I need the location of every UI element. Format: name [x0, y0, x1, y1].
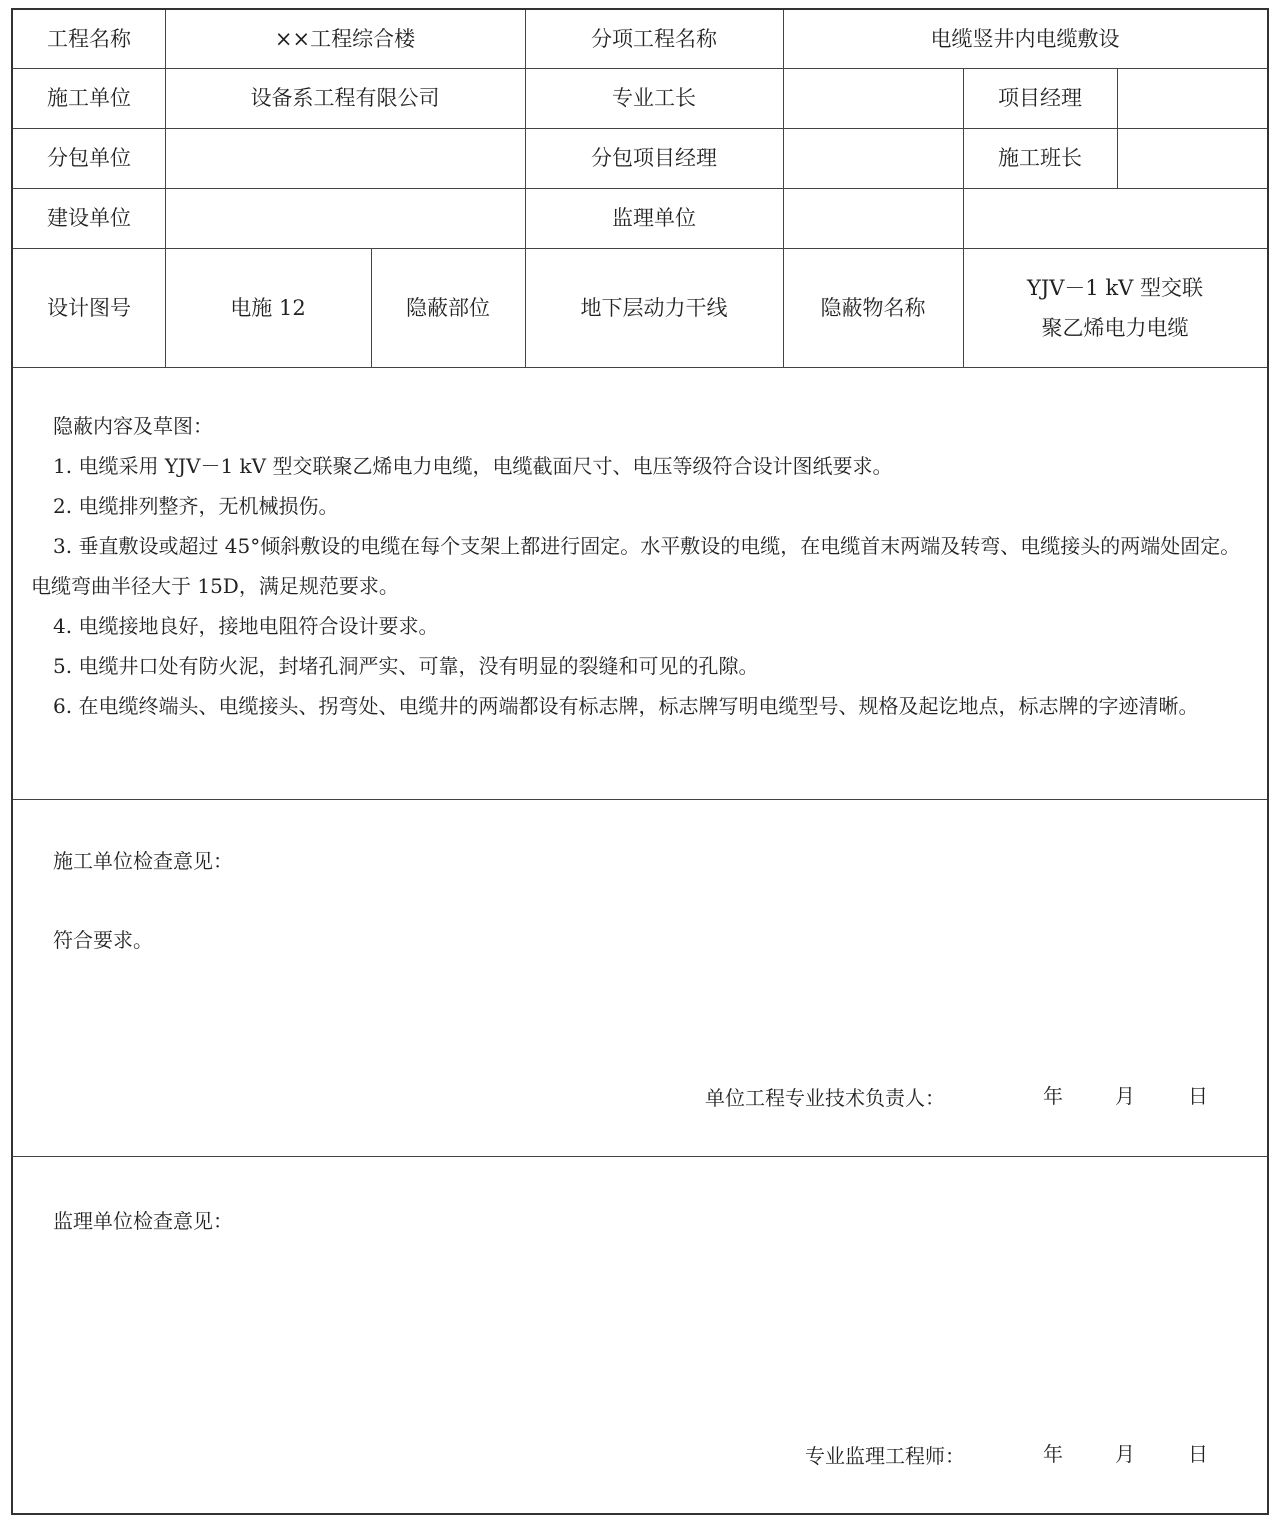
sub-manager-label: 分包项目经理 [591, 146, 717, 170]
supervision-month: 月 [1115, 1442, 1135, 1466]
construction-review-opinion: 符合要求。 [53, 928, 153, 952]
construction-unit-value: 设备系工程有限公司 [250, 86, 440, 110]
hidden-location-label: 隐蔽部位 [406, 295, 490, 320]
construction-signer-label: 单位工程专业技术负责人： [705, 1086, 945, 1110]
content-item: 3. 垂直敷设或超过 45°倾斜敷设的电缆在每个支架上都进行固定。水平敷设的电缆，在电缆首末两端及转弯、电缆接头的两端处固定。电缆弯曲半径大于 15D，满足规范要求。 [31, 534, 1241, 598]
owner-label: 建设单位 [47, 206, 131, 230]
hidden-object-value [963, 248, 1267, 367]
supervisor-value [783, 188, 1267, 248]
foreman-value [783, 68, 963, 128]
supervision-day: 日 [1188, 1442, 1208, 1466]
supervision-year: 年 [1043, 1442, 1063, 1466]
sub-manager-value [783, 128, 963, 188]
subitem-name-value: 电缆竖井内电缆敷设 [930, 27, 1120, 51]
drawing-number-label: 设计图号 [47, 295, 131, 320]
project-manager-label: 项目经理 [998, 86, 1082, 110]
subcontractor-value [165, 128, 525, 188]
hidden-content-list [31, 446, 1259, 726]
content-item: 6. 在电缆终端头、电缆接头、拐弯处、电缆井的两端都设有标志牌，标志牌写明电缆型号、规格及起讫地点，标志牌的字迹清晰。 [53, 694, 1199, 718]
project-name-label: 工程名称 [47, 27, 131, 51]
construction-year: 年 [1043, 1084, 1063, 1108]
row-divider [13, 367, 1267, 368]
hidden-object-label: 隐蔽物名称 [820, 295, 926, 320]
construction-unit-label: 施工单位 [47, 86, 131, 110]
subitem-name-label: 分项工程名称 [591, 27, 717, 51]
hidden-content-title: 隐蔽内容及草图： [53, 414, 213, 438]
team-leader-label: 施工班长 [998, 146, 1082, 170]
supervisor-label: 监理单位 [612, 206, 696, 230]
content-item: 1. 电缆采用 YJV－1 kV 型交联聚乙烯电力电缆，电缆截面尺寸、电压等级符合设计图纸要求。 [53, 454, 893, 478]
content-item: 5. 电缆井口处有防火泥，封堵孔洞严实、可靠，没有明显的裂缝和可见的孔隙。 [53, 654, 759, 678]
inspection-form [11, 8, 1269, 1515]
team-leader-value [1117, 128, 1267, 188]
hidden-location-value: 地下层动力干线 [580, 295, 728, 320]
section-divider [13, 799, 1267, 800]
hidden-object-line1: YJV－1 kV 型交联 [1026, 275, 1204, 300]
construction-day: 日 [1188, 1084, 1208, 1108]
content-item: 4. 电缆接地良好，接地电阻符合设计要求。 [53, 614, 439, 638]
construction-month: 月 [1115, 1084, 1135, 1108]
foreman-label: 专业工长 [612, 86, 696, 110]
construction-review-title: 施工单位检查意见： [53, 849, 233, 873]
project-manager-value [1117, 68, 1267, 128]
owner-value [165, 188, 525, 248]
hidden-object-line2: 聚乙烯电力电缆 [1041, 315, 1189, 340]
section-divider [13, 1156, 1267, 1157]
content-item: 2. 电缆排列整齐，无机械损伤。 [53, 494, 339, 518]
supervision-review-title: 监理单位检查意见： [53, 1209, 233, 1233]
project-name-value: ××工程综合楼 [274, 27, 416, 51]
subcontractor-label: 分包单位 [47, 146, 131, 170]
supervision-signer-label: 专业监理工程师： [805, 1444, 965, 1468]
drawing-number-value: 电施 12 [230, 295, 306, 320]
